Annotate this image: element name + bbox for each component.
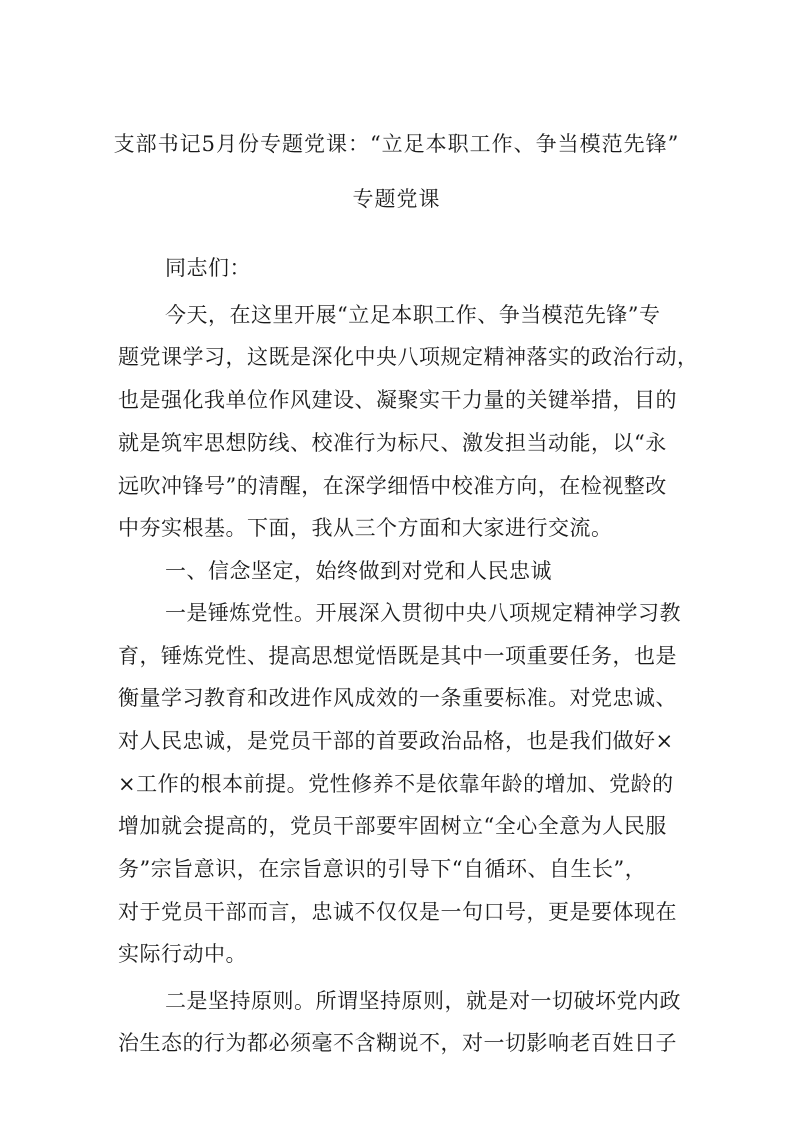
paragraph-line: 远吹冲锋号”的清醒，在深学细悟中校准方向，在检视整改 bbox=[118, 474, 667, 498]
paragraph-line: 一是锤炼党性。开展深入贯彻中央八项规定精神学习教 bbox=[165, 601, 681, 625]
paragraph-line: ×工作的根本前提。党性修养不是依靠年龄的增加、党龄的 bbox=[118, 772, 674, 796]
paragraph-line: 中夯实根基。下面，我从三个方面和大家进行交流。 bbox=[118, 516, 613, 540]
section-heading: 一、信念坚定，始终做到对党和人民忠诚 bbox=[165, 559, 552, 583]
paragraph-line: 务”宗旨意识，在宗旨意识的引导下“自循环、自生长”， bbox=[118, 857, 647, 881]
paragraph-line: 增加就会提高的，党员干部要牢固树立“全心全意为人民服 bbox=[118, 814, 667, 838]
paragraph-line: 今天，在这里开展“立足本职工作、争当模范先锋”专 bbox=[165, 303, 661, 327]
paragraph-line: 对人民忠诚，是党员干部的首要政治品格，也是我们做好× bbox=[118, 729, 674, 753]
document-subtitle: 专题党课 bbox=[352, 187, 441, 211]
paragraph-line: 对于党员干部而言，忠诚不仅仅是一句口号，更是要体现在 bbox=[118, 900, 677, 924]
paragraph-line: 也是强化我单位作风建设、凝聚实干力量的关键举措，目的 bbox=[118, 388, 677, 412]
paragraph-line: 治生态的行为都必须毫不含糊说不，对一切影响老百姓日子 bbox=[118, 1031, 677, 1055]
paragraph-line: 就是筑牢思想防线、校准行为标尺、激发担当动能，以“永 bbox=[118, 431, 667, 455]
paragraph-line: 二是坚持原则。所谓坚持原则，就是对一切破坏党内政 bbox=[165, 989, 681, 1013]
salutation: 同志们： bbox=[165, 256, 251, 280]
paragraph-line: 育，锤炼党性、提高思想觉悟既是其中一项重要任务，也是 bbox=[118, 644, 677, 668]
paragraph-line: 衡量学习教育和改进作风成效的一条重要标准。对党忠诚、 bbox=[118, 686, 677, 710]
paragraph-line: 题党课学习，这既是深化中央八项规定精神落实的政治行动， bbox=[118, 345, 699, 369]
document-title: 支部书记5月份专题党课：“立足本职工作、争当模范先锋” bbox=[113, 132, 680, 156]
paragraph-line: 实际行动中。 bbox=[118, 942, 247, 966]
